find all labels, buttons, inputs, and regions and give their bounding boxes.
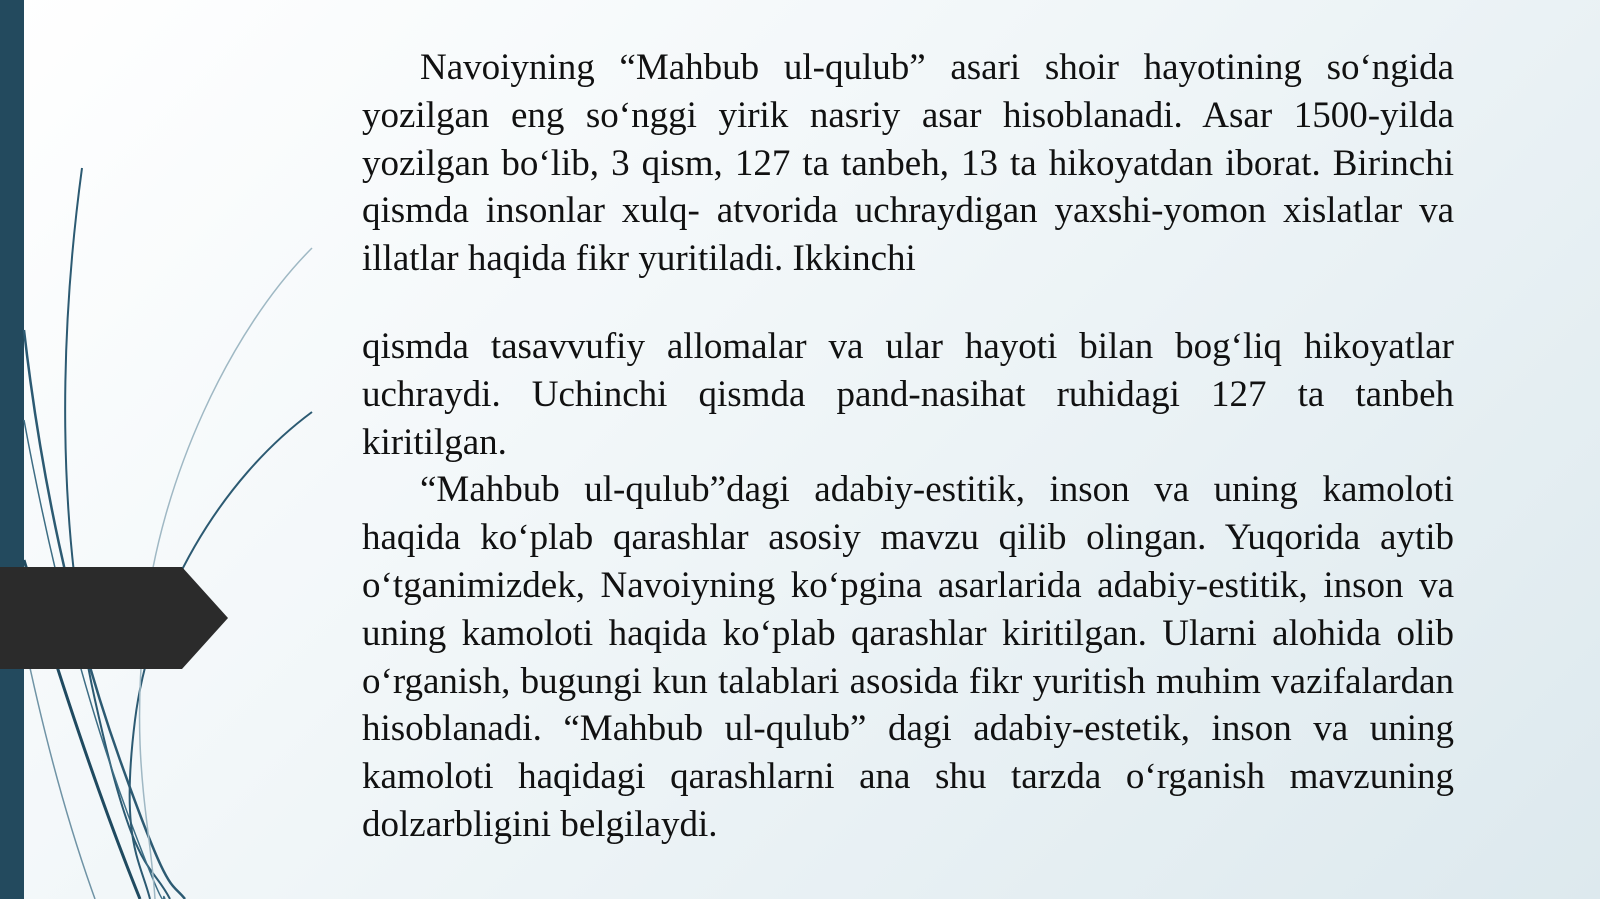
paragraph: qismda tasavvufiy allomalar va ular hayoti bilan bog‘liq hikoyatlar uchraydi. Uchinchi qismda pand-nasihat ruhidagi 127 ta tanbeh kiritilgan.: [362, 325, 1454, 463]
paragraph: Navoiyning “Mahbub ul-qulub” asari shoir hayotining so‘ngida yozilgan eng so‘nggi yirik nasriy asar hisoblanadi. Asar 1500-yilda yozilgan bo‘lib, 3 qism, 127 ta tanbeh, 13 ta hikoyatdan iborat. Birinchi qismda insonlar xulq- atvorida uchraydigan yaxshi-yomon xislatlar va illatlar haqida fikr yuritiladi. Ikkinchi: [362, 47, 1454, 280]
slide-text-body: [362, 44, 1454, 849]
arrow-tab-shape: [0, 567, 230, 669]
paragraph: “Mahbub ul-qulub”dagi adabiy-estitik, inson va uning kamoloti haqida ko‘plab qarashlar asosiy mavzu qilib olingan. Yuqorida aytib o‘tganimizdek, Navoiyning ko‘pgina asarlarida adabiy-estitik, inson va uning kamoloti haqida ko‘plab qarashlar kiritilgan. Ularni alohida olib o‘rganish, bugungi kun talablari asosida fikr yuritish muhim vazifalardan hisoblanadi. “Mahbub ul-qulub” dagi adabiy-estetik, inson va uning kamoloti haqidagi qarashlarni ana shu tarzda o‘rganish mavzuning dolzarbligini belgilaydi.: [362, 469, 1454, 845]
decorative-curves: [0, 0, 340, 899]
curve-line: [65, 168, 170, 899]
